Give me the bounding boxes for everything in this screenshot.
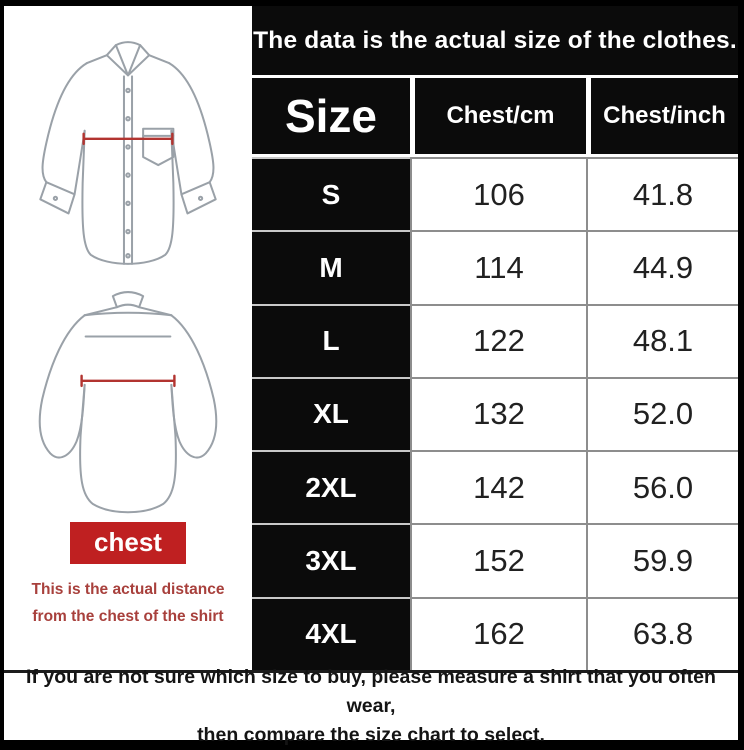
size-cell: XL	[252, 377, 410, 450]
footer-line1: If you are not sure which size to buy, please measure a shirt that you often wear,	[26, 666, 716, 717]
chest-inch-cell: 44.9	[586, 230, 738, 303]
chest-cm-cell: 142	[410, 450, 586, 523]
chest-cm-cell: 122	[410, 304, 586, 377]
illustration-panel	[4, 6, 252, 670]
size-cell: M	[252, 230, 410, 303]
column-header-chest-inch: Chest/inch	[586, 78, 738, 157]
chest-note-line1: This is the actual distance	[31, 581, 225, 598]
chest-inch-cell: 52.0	[586, 377, 738, 450]
footer-line2: then compare the size chart to select.	[197, 724, 545, 746]
chest-inch-cell: 63.8	[586, 597, 738, 670]
chest-cm-cell: 132	[410, 377, 586, 450]
size-cell: 2XL	[252, 450, 410, 523]
column-header-chest-cm: Chest/cm	[410, 78, 586, 157]
chest-note-line2: from the chest of the shirt	[32, 608, 224, 625]
column-header-size: Size	[252, 78, 410, 157]
chest-measure-line-back	[82, 376, 175, 386]
shirt-front-illustration	[22, 32, 234, 284]
chest-label-badge: chest	[70, 522, 186, 564]
size-table-panel	[252, 6, 738, 670]
size-cell: S	[252, 157, 410, 230]
size-cell: 4XL	[252, 597, 410, 670]
size-cell: 3XL	[252, 523, 410, 596]
chest-inch-cell: 41.8	[586, 157, 738, 230]
chest-cm-cell: 114	[410, 230, 586, 303]
chest-note	[32, 576, 225, 630]
chest-cm-cell: 152	[410, 523, 586, 596]
footer-note	[4, 666, 738, 746]
table-title: The data is the actual size of the clothes.	[252, 6, 738, 75]
size-table	[252, 78, 738, 670]
chest-cm-cell: 162	[410, 597, 586, 670]
chest-inch-cell: 56.0	[586, 450, 738, 523]
chest-cm-cell: 106	[410, 157, 586, 230]
chest-inch-cell: 59.9	[586, 523, 738, 596]
size-cell: L	[252, 304, 410, 377]
shirt-back-illustration	[22, 284, 234, 516]
chest-inch-cell: 48.1	[586, 304, 738, 377]
